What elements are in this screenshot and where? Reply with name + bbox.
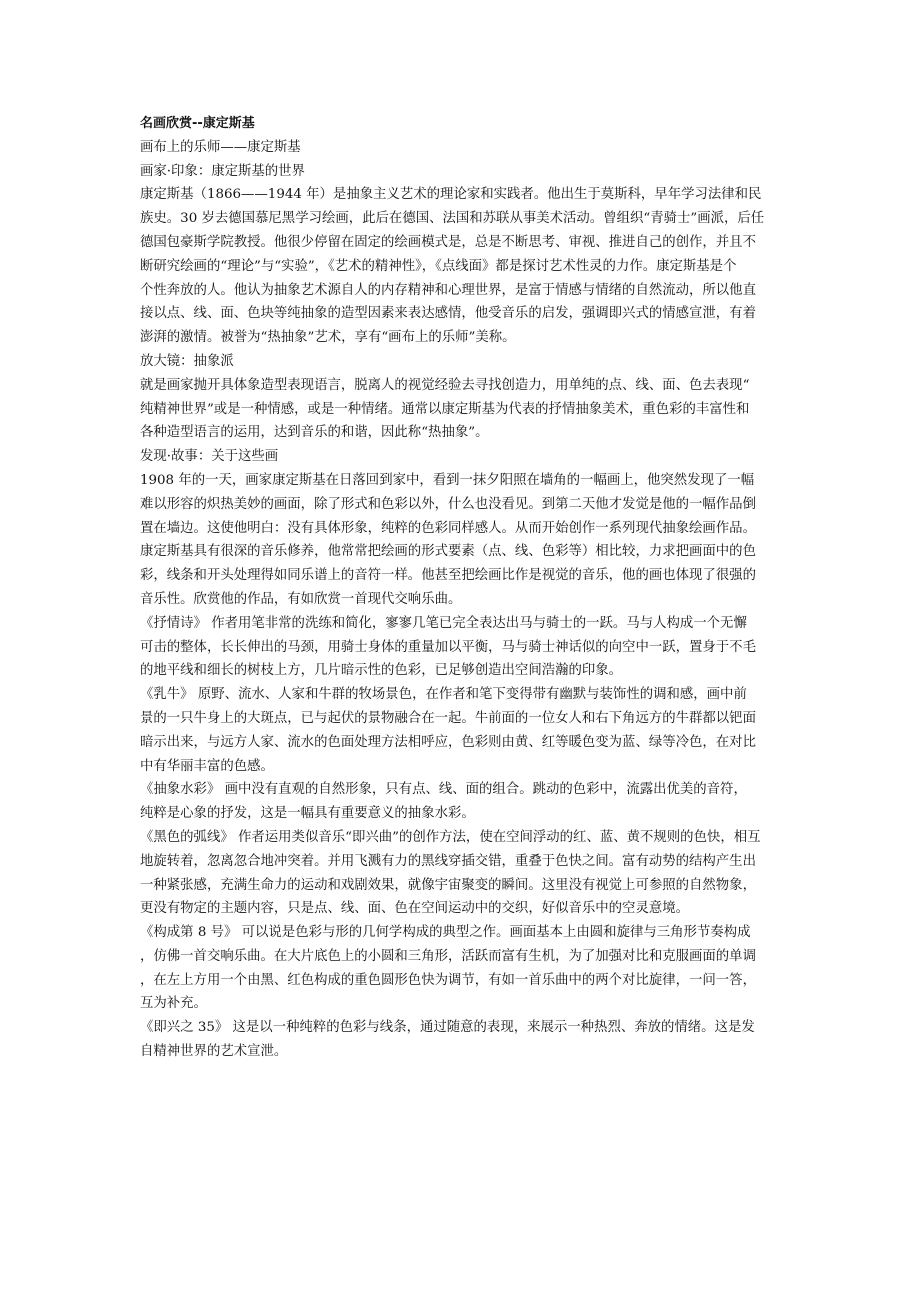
- text-line: 彩，线条和开头处理得如同乐谱上的音符一样。他甚至把绘画比作是视觉的音乐，他的画也体现了很强的: [140, 568, 756, 584]
- text-line: 《抒情诗》 作者用笔非常的洗练和简化，寥寥几笔已完全表达出马与骑士的一跃。马与人构成一个无懈: [140, 615, 747, 631]
- text-line: 放大镜：抽象派: [140, 353, 234, 369]
- text-line: 族史。30 岁去德国慕尼黑学习绘画，此后在德国、法国和苏联从事美术活动。曾组织“青骑士”画派，后任: [140, 211, 765, 227]
- text-line: 纯精神世界”或是一种情感，或是一种情绪。通常以康定斯基为代表的抒情抽象美术，重色彩的丰富性和: [140, 401, 750, 417]
- text-line: 一种紧张感，充满生命力的运动和戏剧效果，就像宇宙聚变的瞬间。这里没有视觉上可参照的自然物象，: [140, 877, 756, 893]
- text-line: 画家·印象：康定斯基的世界: [140, 163, 305, 179]
- text-line: 澎湃的激情。被誉为“热抽象”艺术，享有“画布上的乐师”美称。: [140, 330, 516, 346]
- text-line: ，在左上方用一个由黑、红色构成的重色圆形色快为调节，有如一首乐曲中的两个对比旋律，一问一答，: [140, 972, 756, 988]
- text-line: 《构成第 8 号》 可以说是色彩与形的几何学构成的典型之作。画面基本上由圆和旋律与三角形节奏构成: [140, 925, 751, 941]
- text-line: 更没有物定的主题内容，只是点、线、面、色在空间运动中的交织，好似音乐中的空灵意境。: [140, 901, 690, 917]
- text-line: 康定斯基（1866——1944 年）是抽象主义艺术的理论家和实践者。他出生于莫斯科，早年学习法律和民: [140, 187, 762, 203]
- text-line: 互为补充。: [140, 996, 207, 1012]
- document-text: [140, 136, 780, 1064]
- text-line: 难以形容的炽热美妙的画面，除了形式和色彩以外，什么也没看见。到第二天他才发觉是他的一幅作品倒: [140, 496, 756, 512]
- text-line: 接以点、线、面、色块等纯抽象的造型因素来表达感情，他受音乐的启发，强调即兴式的情感宣泄，有着: [140, 306, 756, 322]
- text-line: 景的一只牛身上的大斑点，已与起伏的景物融合在一起。牛前面的一位女人和右下角远方的牛群都以钯面: [140, 710, 756, 726]
- text-line: 纯粹是心象的抒发，这是一幅具有重要意义的抽象水彩。: [140, 806, 475, 822]
- text-line: 地旋转着，忽离忽合地冲突着。并用飞溅有力的黑线穿插交错，重叠于色快之间。富有动势的结构产生出: [140, 853, 756, 869]
- text-line: 《黑色的弧线》 作者运用类似音乐“即兴曲”的创作方法，使在空间浮动的红、蓝、黄不规则的色快，相互: [140, 829, 761, 845]
- text-line: 各种造型语言的运用，达到音乐的和谐，因此称“热抽象”。: [140, 425, 489, 441]
- text-line: 中有华丽丰富的色感。: [140, 758, 274, 774]
- text-line: 的地平线和细长的树枝上方，几片暗示性的色彩，已足够创造出空间浩瀚的印象。: [140, 663, 623, 679]
- text-line: 1908 年的一天，画家康定斯基在日落回到家中，看到一抹夕阳照在墙角的一幅画上，他突然发现了一幅: [140, 472, 755, 488]
- text-line: 个性奔放的人。他认为抽象艺术源自人的内存精神和心理世界，是富于情感与情绪的自然流动，所以他直: [140, 282, 756, 298]
- document-body: [140, 112, 780, 1064]
- text-line: 发现·故事：关于这些画: [140, 449, 279, 465]
- text-line: 《抽象水彩》 画中没有直观的自然形象，只有点、线、面的组合。跳动的色彩中，流露出优美的音符，: [140, 782, 747, 798]
- document-title: 名画欣赏--康定斯基: [140, 116, 255, 131]
- text-line: 《即兴之 35》 这是以一种纯粹的色彩与线条，通过随意的表现，来展示一种热烈、奔放的情绪。这是发: [140, 1020, 755, 1036]
- text-line: 音乐性。欣赏他的作品，有如欣赏一首现代交响乐曲。: [140, 591, 462, 607]
- text-line: ，仿佛一首交响乐曲。在大片底色上的小圆和三角形，活跃而富有生机，为了加强对比和克服画面的单调: [140, 948, 756, 964]
- text-line: 就是画家抛开具体象造型表现语言，脱离人的视觉经验去寻找创造力，用单纯的点、线、面、色去表现“: [140, 377, 750, 393]
- text-line: 画布上的乐师——康定斯基: [140, 139, 301, 155]
- text-line: 康定斯基具有很深的音乐修养，他常常把绘画的形式要素（点、线、色彩等）相比较，力求把画面中的色: [140, 544, 756, 560]
- text-line: 断研究绘画的“理论”与“实验”，《艺术的精神性》，《点线面》都是探讨艺术性灵的力作。康定斯基是个: [140, 258, 737, 274]
- text-line: 德国包豪斯学院教授。他很少停留在固定的绘画模式是，总是不断思考、审视、推进自己的创作，并且不: [140, 234, 756, 250]
- text-line: 暗示出来，与远方人家、流水的色面处理方法相呼应，色彩则由黄、红等暖色变为蓝、绿等冷色，在对比: [140, 734, 756, 750]
- text-line: 自精神世界的艺术宣泄。: [140, 1044, 288, 1060]
- text-line: 可击的整体，长长伸出的马颈，用骑士身体的重量加以平衡，马与骑士神话似的向空中一跃，置身于不毛: [140, 639, 756, 655]
- text-line: 《乳牛》 原野、流水、人家和牛群的牧场景色，在作者和笔下变得带有幽默与装饰性的调和感，画中前: [140, 687, 747, 703]
- text-line: 置在墙边。这使他明白：没有具体形象，纯粹的色彩同样感人。从而开始创作一系列现代抽象绘画作品。: [140, 520, 756, 536]
